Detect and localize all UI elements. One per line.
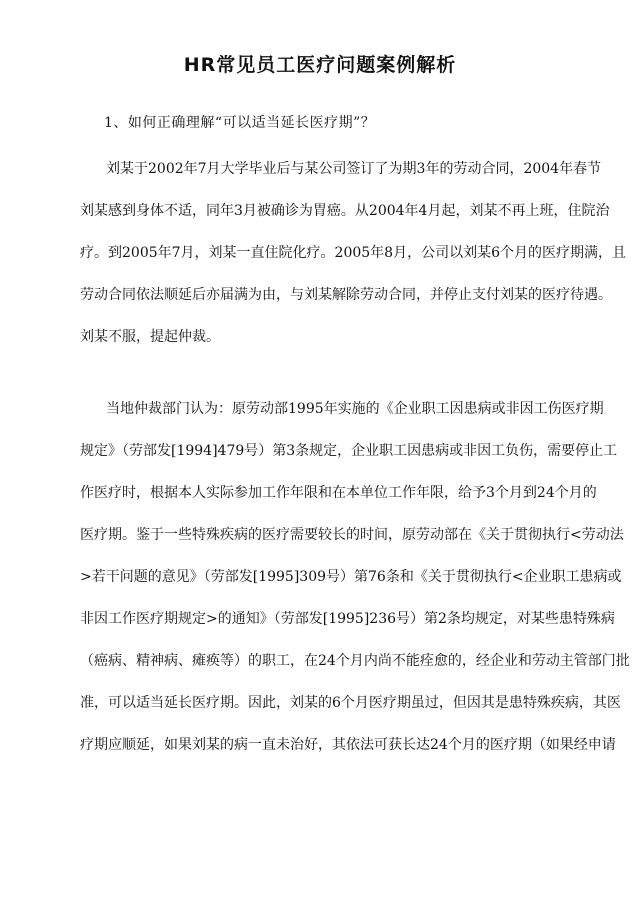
paragraph-line: 劳动合同依法顺延后亦届满为由，与刘某解除劳动合同，并停止支付刘某的医疗待遇。 — [80, 287, 612, 303]
question-heading: 1、如何正确理解“可以适当延长医疗期”？ — [104, 115, 376, 131]
paragraph-line: 刘某于2002年7月大学毕业后与某公司签订了为期3年的劳动合同，2004年春节 — [106, 161, 602, 177]
paragraph-line: 刘某感到身体不适，同年3月被确诊为胃癌。从2004年4月起，刘某不再上班，住院治 — [80, 203, 610, 219]
paragraph-line: >若干问题的意见》（劳部发[1995]309号）第76条和《关于贯彻执行<企业职工患病或 — [80, 569, 622, 585]
paragraph-arbitration-opinion — [80, 388, 630, 766]
paragraph-line: 非因工作医疗期规定>的通知》（劳部发[1995]236号）第2条均规定，对某些患特殊病 — [80, 611, 615, 627]
paragraph-line: 医疗期。鉴于一些特殊疾病的医疗需要较长的时间，原劳动部在《关于贯彻执行<劳动法 — [80, 527, 624, 543]
paragraph-line: 疗期应顺延，如果刘某的病一直未治好，其依法可获长达24个月的医疗期（如果经申请 — [80, 737, 616, 753]
paragraph-line: （癌病、精神病、瘫痪等）的职工，在24个月内尚不能痊愈的，经企业和劳动主管部门批 — [80, 653, 630, 669]
paragraph-line: 疗。到2005年7月，刘某一直住院化疗。2005年8月，公司以刘某6个月的医疗期满，且 — [80, 245, 626, 261]
paragraph-line: 刘某不服，提起仲裁。 — [80, 329, 220, 345]
paragraph-line: 当地仲裁部门认为：原劳动部1995年实施的《企业职工因患病或非因工伤医疗期 — [106, 401, 604, 417]
paragraph-line: 作医疗时，根据本人实际参加工作年限和在本单位工作年限，给予3个月到24个月的 — [80, 485, 597, 501]
paragraph-line: 准，可以适当延长医疗期。因此，刘某的6个月医疗期虽过，但因其是患特殊疾病，其医 — [80, 695, 621, 711]
paragraph-case-facts — [80, 148, 626, 358]
paragraph-line: 规定》（劳部发[1994]479号）第3条规定，企业职工因患病或非因工负伤，需要停止工 — [80, 443, 618, 459]
document-title: HR常见员工医疗问题案例解析 — [183, 54, 457, 76]
